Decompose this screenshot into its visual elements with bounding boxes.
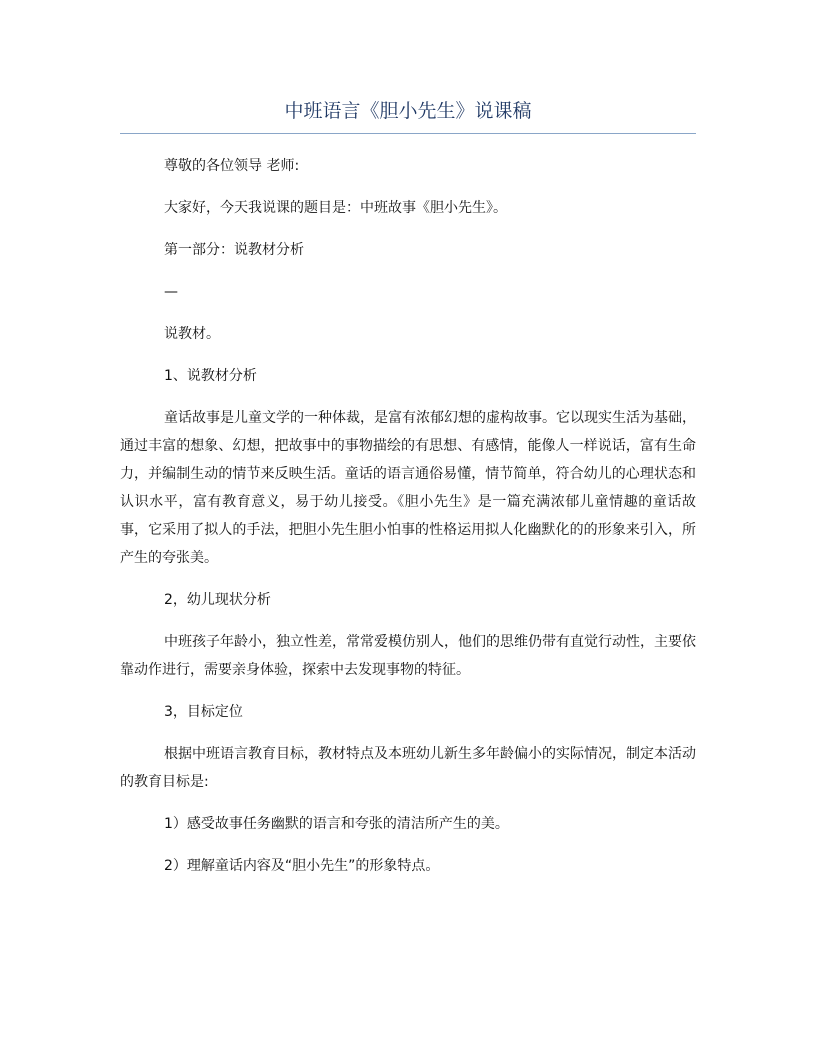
subsection-heading: 说教材。 [164, 326, 220, 342]
list-heading-3: 3，目标定位 [164, 704, 243, 720]
body-paragraph: 中班孩子年龄小，独立性差，常常爱模仿别人，他们的思维仍带有直觉行动性，主要依靠动作进行，需要亲身体验，探索中去发现事物的特征。 [120, 634, 696, 678]
dash-line: — [164, 284, 178, 300]
section-heading: 第一部分：说教材分析 [164, 242, 304, 258]
document-title: 中班语言《胆小先生》说课稿 [284, 100, 532, 122]
title-underline [120, 133, 696, 134]
list-heading-1: 1、说教材分析 [164, 368, 257, 384]
list-heading-2: 2，幼儿现状分析 [164, 592, 271, 608]
body-paragraph: 童话故事是儿童文学的一种体裁，是富有浓郁幻想的虚构故事。它以现实生活为基础，通过丰富的想象、幻想，把故事中的事物描绘的有思想、有感情，能像人一样说话，富有生命力，并编制生动的情节来反映生活。童话的语言通俗易懂，情节简单，符合幼儿的心理状态和认识水平，富有教育意义，易于幼儿接受。《胆小先生》是一篇充满浓郁儿童情趣的童话故事，它采用了拟人的手法，把胆小先生胆小怕事的性格运用拟人化幽默化的的形象来引入，所产生的夸张美。 [120, 410, 696, 566]
goal-item-1: 1）感受故事任务幽默的语言和夸张的清洁所产生的美。 [164, 816, 509, 832]
goal-item-2: 2）理解童话内容及“胆小先生”的形象特点。 [164, 858, 440, 874]
greeting-paragraph: 大家好，今天我说课的题目是：中班故事《胆小先生》。 [164, 200, 507, 216]
body-paragraph: 根据中班语言教育目标，教材特点及本班幼儿新生多年龄偏小的实际情况，制定本活动的教育目标是: [120, 746, 696, 790]
salutation: 尊敬的各位领导 老师: [164, 158, 300, 174]
document-body [120, 152, 696, 894]
